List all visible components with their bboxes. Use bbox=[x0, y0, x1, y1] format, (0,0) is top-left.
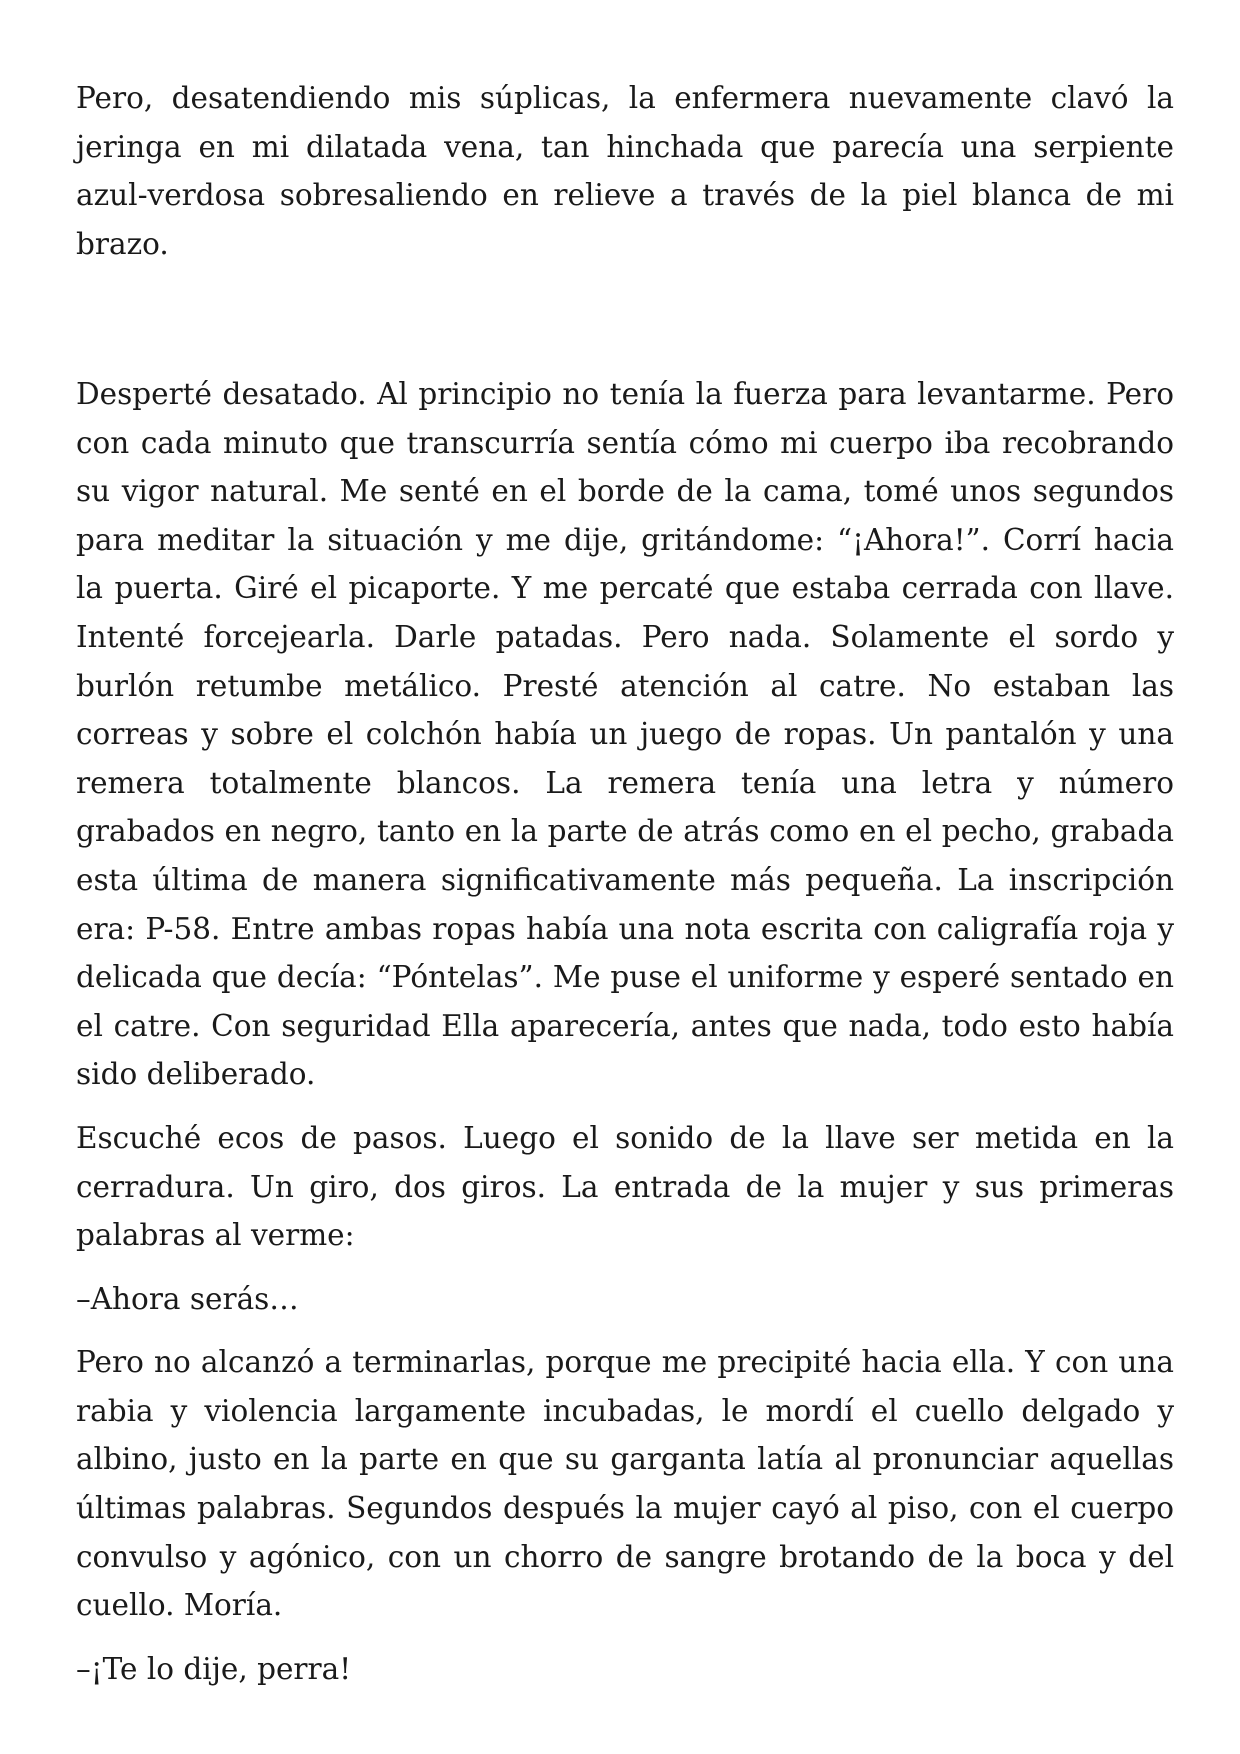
paragraph-awakening: Desperté desatado. Al principio no tenía la fuerza para levantarme. Pero con cada minuto que transcurría sentía cómo mi cuerpo iba recobrando su vigor natural. Me senté en el borde de la cama, tomé unos segundos para meditar la situación y me dije, gritándome: “¡Ahora!”. Corrí hacia la puerta. Giré el picaporte. Y me percaté que estaba cerrada con llave. Intenté forcejearla. Darle patadas. Pero nada. Solamente el sordo y burlón retumbe metálico. Presté atención al catre. No estaban las correas y sobre el colchón había un juego de ropas. Un pantalón y una remera totalmente blancos. La remera tenía una letra y número grabados en negro, tanto en la parte de atrás como en el pecho, grabada esta última de manera significativamente más pequeña. La inscripción era: P-58. Entre ambas ropas había una nota escrita con caligrafía roja y delicada que decía: “Póntelas”. Me puse el uniforme y esperé sentado en el catre. Con seguridad Ella aparecería, antes que nada, todo esto había sido deliberado. bbox=[76, 377, 1174, 1092]
dialogue-line-woman: –Ahora serás… bbox=[76, 1281, 299, 1316]
section-one bbox=[76, 74, 1174, 268]
paragraph-footsteps: Escuché ecos de pasos. Luego el sonido de la llave ser metida en la cerradura. Un giro, dos giros. La entrada de la mujer y sus primeras palabras al verme: bbox=[76, 1120, 1174, 1253]
paragraph-nurse-injection: Pero, desatendiendo mis súplicas, la enfermera nuevamente clavó la jeringa en mi dilatada vena, tan hinchada que parecía una serpiente azul-verdosa sobresaliendo en relieve a través de la piel blanca de mi brazo. bbox=[76, 81, 1174, 261]
section-two bbox=[76, 370, 1174, 1693]
paragraph-attack: Pero no alcanzó a terminarlas, porque me precipité hacia ella. Y con una rabia y violencia largamente incubadas, le mordí el cuello delgado y albino, justo en la parte en que su garganta latía al pronunciar aquellas últimas palabras. Segundos después la mujer cayó al piso, con el cuerpo convulso y agónico, con un chorro de sangre brotando de la boca y del cuello. Moría. bbox=[76, 1345, 1174, 1623]
dialogue-line-narrator: –¡Te lo dije, perra! bbox=[76, 1651, 352, 1686]
